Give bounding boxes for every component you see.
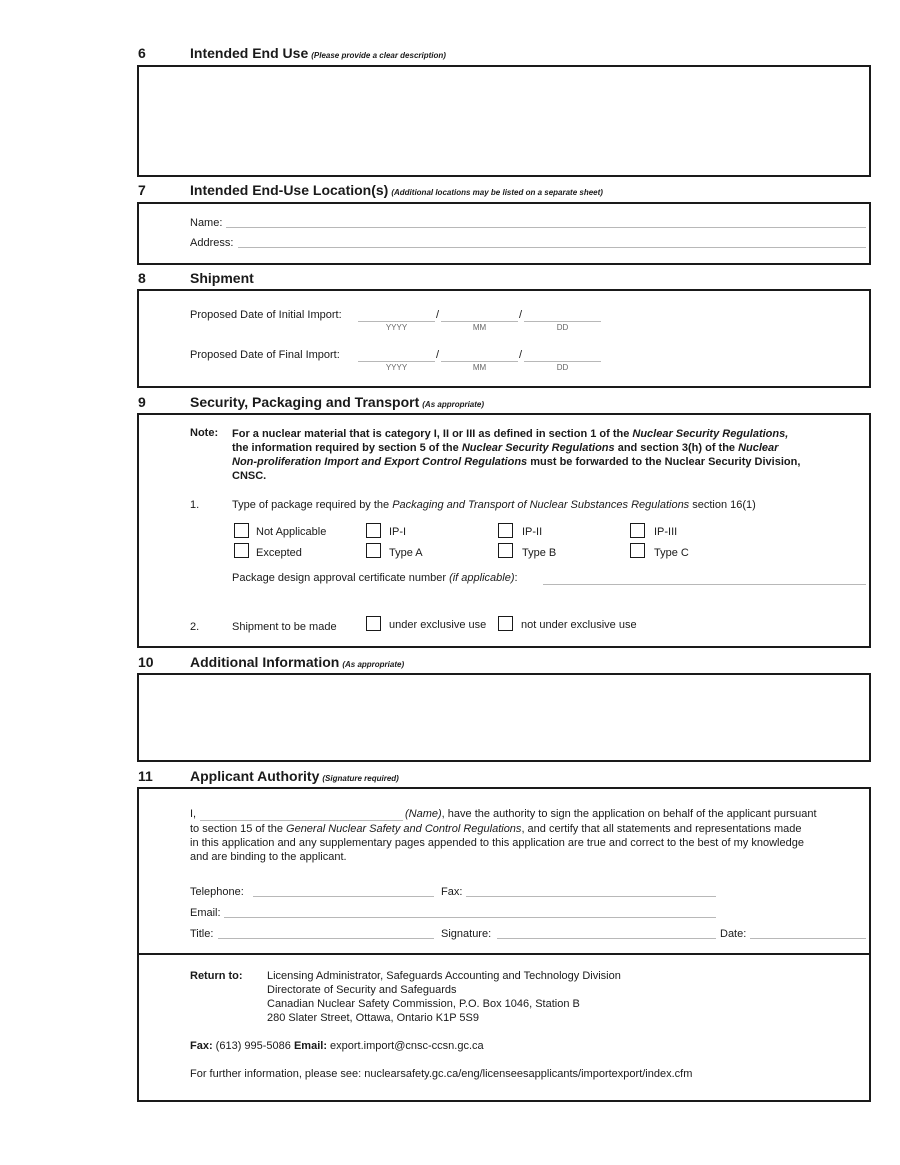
note-label: Note:: [190, 427, 219, 439]
section-11-title-text: Applicant Authority: [190, 768, 320, 784]
final-year-field[interactable]: [358, 361, 435, 362]
location-name-field[interactable]: [226, 227, 866, 228]
section-9-title: [190, 394, 484, 410]
applicant-name-field[interactable]: [200, 820, 403, 821]
declaration-name-hint: (Name): [405, 808, 442, 820]
item-1-text-part: Type of package required by the: [232, 499, 393, 511]
section-11-subtitle: (Signature required): [322, 774, 399, 783]
note-text-italic: Non-proliferation Import and Export Control Regulations: [232, 456, 528, 468]
return-address: [267, 969, 827, 1025]
address-label: Address:: [190, 237, 234, 249]
option-label: Excepted: [256, 547, 302, 559]
location-address-field[interactable]: [238, 247, 866, 248]
fax-field[interactable]: [466, 896, 716, 897]
title-field[interactable]: [218, 938, 434, 939]
ip-i-checkbox[interactable]: [366, 523, 381, 538]
not-exclusive-use-checkbox[interactable]: [498, 616, 513, 631]
initial-month-field[interactable]: [441, 321, 518, 322]
certificate-label: [232, 572, 518, 584]
section-7-number: 7: [138, 182, 146, 198]
date-separator: /: [519, 309, 523, 321]
excepted-checkbox[interactable]: [234, 543, 249, 558]
declaration-text: , and certify that all statements and representations made: [521, 823, 802, 835]
exclusive-use-label: under exclusive use: [389, 619, 487, 631]
mm-hint: MM: [472, 363, 487, 372]
contact-email-value: export.import@cnsc-ccsn.gc.ca: [326, 1040, 484, 1052]
return-address-line: Canadian Nuclear Safety Commission, P.O. Box 1046, Station B: [267, 998, 580, 1010]
dd-hint: DD: [556, 323, 569, 332]
date-field[interactable]: [750, 938, 866, 939]
item-1-text: [232, 499, 756, 511]
telephone-field[interactable]: [253, 896, 434, 897]
section-11-number: 11: [138, 768, 153, 784]
option-label: Type B: [522, 547, 557, 559]
contact-fax-label: Fax:: [190, 1040, 213, 1052]
certificate-number-field[interactable]: [543, 584, 866, 585]
date-label: Date:: [720, 928, 747, 940]
section-7-title-text: Intended End-Use Location(s): [190, 182, 389, 198]
title-label: Title:: [190, 928, 214, 940]
fax-label: Fax:: [441, 886, 463, 898]
note-text-italic: Nuclear: [738, 442, 779, 454]
ip-ii-checkbox[interactable]: [498, 523, 513, 538]
item-1-number: 1.: [190, 499, 200, 511]
contact-fax-value: (613) 995-5086: [212, 1040, 294, 1052]
certificate-label-part: Package design approval certificate number: [232, 572, 450, 584]
not-applicable-checkbox[interactable]: [234, 523, 249, 538]
option-label: IP-I: [389, 526, 407, 538]
option-label: Type A: [389, 547, 423, 559]
signature-label: Signature:: [441, 928, 492, 940]
section-8-title: [190, 270, 254, 286]
declaration-text: to section 15 of the: [190, 823, 287, 835]
initial-day-field[interactable]: [524, 321, 601, 322]
section-10-title-text: Additional Information: [190, 654, 340, 670]
return-address-line: Licensing Administrator, Safeguards Accounting and Technology Division: [267, 970, 621, 982]
yyyy-hint: YYYY: [385, 363, 408, 372]
item-1-text-part: section 16(1): [689, 499, 756, 511]
declaration-text: and are binding to the applicant.: [190, 851, 347, 863]
type-b-checkbox[interactable]: [498, 543, 513, 558]
signature-field[interactable]: [497, 938, 716, 939]
additional-information-field[interactable]: [137, 673, 871, 762]
type-c-checkbox[interactable]: [630, 543, 645, 558]
option-label: IP-III: [654, 526, 678, 538]
declaration-regulation: General Nuclear Safety and Control Regulations: [286, 823, 522, 835]
exclusive-use-checkbox[interactable]: [366, 616, 381, 631]
item-2-number: 2.: [190, 621, 200, 633]
section-10-number: 10: [138, 654, 154, 670]
intended-end-use-field[interactable]: [137, 65, 871, 177]
option-label: Not Applicable: [256, 526, 327, 538]
section-6-title-text: Intended End Use: [190, 45, 309, 61]
note-text-part: the information required by section 5 of the: [232, 442, 462, 454]
not-exclusive-use-label: not under exclusive use: [521, 619, 637, 631]
section-6-title: [190, 45, 446, 61]
note-text-part: must be forwarded to the Nuclear Security Division,: [527, 456, 801, 468]
declaration-text: , have the authority to sign the application on behalf of the applicant pursuant: [441, 808, 817, 820]
note-text-part: and section 3(h) of the: [614, 442, 739, 454]
item-2-label: Shipment to be made: [232, 621, 337, 633]
yyyy-hint: YYYY: [385, 323, 408, 332]
email-field[interactable]: [224, 917, 716, 918]
contact-email-label: Email:: [293, 1040, 327, 1052]
dd-hint: DD: [556, 363, 569, 372]
item-1-regulation: Packaging and Transport of Nuclear Substances Regulations: [392, 499, 690, 511]
return-label: Return to:: [190, 970, 243, 982]
initial-import-label: Proposed Date of Initial Import:: [190, 309, 342, 321]
note-text-part: For a nuclear material that is category I, II or III as defined in section 1 of the: [232, 428, 633, 440]
section-7-subtitle: (Additional locations may be listed on a separate sheet): [391, 188, 603, 197]
email-label: Email:: [190, 907, 221, 919]
ip-iii-checkbox[interactable]: [630, 523, 645, 538]
declaration-line-1: [405, 808, 817, 820]
section-7-box: [137, 202, 871, 265]
section-7-title: [190, 182, 603, 198]
note-text-italic: Nuclear Security Regulations: [461, 442, 615, 454]
final-day-field[interactable]: [524, 361, 601, 362]
section-8-title-text: Shipment: [190, 270, 254, 286]
section-10-subtitle: (As appropriate): [342, 660, 405, 669]
section-8-number: 8: [138, 270, 146, 286]
telephone-label: Telephone:: [190, 886, 244, 898]
mm-hint: MM: [472, 323, 487, 332]
declaration-i: I,: [190, 808, 197, 820]
section-11-title: [190, 768, 399, 784]
declaration-paragraph: [190, 822, 865, 864]
final-import-label: Proposed Date of Final Import:: [190, 349, 340, 361]
section-6-number: 6: [138, 45, 146, 61]
option-label: IP-II: [522, 526, 543, 538]
contact-line: [190, 1040, 484, 1052]
section-9-subtitle: (As appropriate): [422, 400, 485, 409]
certificate-label-part: :: [514, 572, 518, 584]
section-10-title: [190, 654, 404, 670]
initial-year-field[interactable]: [358, 321, 435, 322]
return-address-line: 280 Slater Street, Ottawa, Ontario K1P 5S9: [267, 1012, 479, 1024]
type-a-checkbox[interactable]: [366, 543, 381, 558]
note-text-part: CNSC.: [232, 470, 267, 482]
date-separator: /: [436, 309, 440, 321]
further-information: For further information, please see: nuclearsafety.gc.ca/eng/licenseesapplicants/importexport/index.cfm: [190, 1068, 693, 1080]
certificate-label-italic: (if applicable): [449, 572, 515, 584]
date-separator: /: [436, 349, 440, 361]
return-address-line: Directorate of Security and Safeguards: [267, 984, 457, 996]
note-text-italic: Nuclear Security Regulations,: [632, 428, 789, 440]
date-separator: /: [519, 349, 523, 361]
declaration-text: in this application and any supplementary pages appended to this application are true and correct to the best of my knowledge: [190, 837, 804, 849]
note-text: [232, 427, 862, 483]
option-label: Type C: [654, 547, 689, 559]
final-month-field[interactable]: [441, 361, 518, 362]
section-9-title-text: Security, Packaging and Transport: [190, 394, 420, 410]
section-8-box: [137, 289, 871, 388]
section-9-number: 9: [138, 394, 146, 410]
section-6-subtitle: (Please provide a clear description): [311, 51, 446, 60]
return-divider: [137, 953, 871, 955]
name-label: Name:: [190, 217, 223, 229]
